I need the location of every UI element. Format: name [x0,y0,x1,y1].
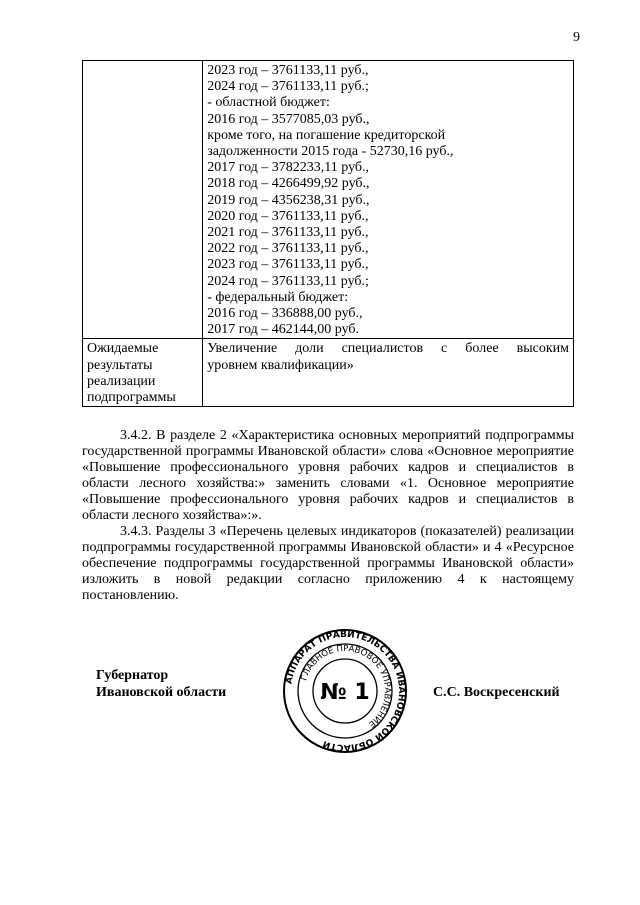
signatory-title-line: Ивановской области [96,685,227,700]
budget-line: 2024 год – 3761133,11 руб.; [207,79,369,95]
budget-line: 2020 год – 3761133,11 руб., [207,208,369,224]
budget-line: 2019 год – 4356238,31 руб., [207,192,370,208]
budget-line: 2023 год – 3761133,11 руб., [207,63,369,78]
budget-line: 2024 год – 3761133,11 руб.; [207,273,369,289]
results-label-line: Ожидаемые [87,341,159,357]
paragraph-3-4-2: 3.4.2. В разделе 2 «Характеристика основных мероприятий подпрограммы государственной программы Ивановской области» слова «Основное мероприятие «Повышение профессионального уровня рабочих кадров и специалистов в области лесного хозяйства:» заменить словами «1. Основное мероприятие «Повышение профессионального уровня рабочих кадров и специалистов в области лесного хозяйства»:». [82,428,574,523]
results-value-cell [203,339,574,407]
seal-inner-text: ГЛАВНОЕ ПРАВОВОЕ УПРАВЛЕНИЕ [299,643,393,729]
budget-line: 2021 год – 3761133,11 руб., [207,225,369,241]
results-value-line: уровнем квалификации» [207,357,354,373]
budget-line: 2017 год – 462144,00 руб. [207,322,360,338]
results-label-cell [83,339,203,407]
seal-number: № 1 [320,680,370,705]
signatory-title-line: Губернатор [96,668,169,683]
budget-values-cell [203,61,574,339]
budget-line: 2016 год – 3577085,03 руб., [207,111,370,127]
budget-line: - федеральный бюджет: [207,289,349,305]
signatory-title [96,667,226,701]
budget-label-cell [83,61,203,339]
budget-row [83,61,574,339]
page-number: 9 [573,30,580,45]
results-label-line: подпрограммы [87,390,176,406]
passport-table [82,60,574,407]
results-label-line: результаты [87,357,153,373]
budget-line: 2017 год – 3782233,11 руб., [207,160,370,176]
official-seal [282,628,408,754]
budget-line: задолженности 2015 года - 52730,16 руб., [207,144,454,160]
budget-line: 2023 год – 3761133,11 руб., [207,257,369,273]
budget-line: кроме того, на погашение кредиторской [207,127,446,143]
amendment-text [82,428,574,604]
results-label-line: реализации [87,373,156,389]
budget-line: 2018 год – 4266499,92 руб., [207,176,370,192]
budget-line: 2016 год – 336888,00 руб., [207,306,363,322]
paragraph-3-4-3: 3.4.3. Разделы 3 «Перечень целевых индикаторов (показателей) реализации подпрограммы государственной программы Ивановской области» и 4 «Ресурсное обеспечение подпрограммы государственной программы Ивановской области» изложить в новой редакции согласно приложению 4 к настоящему постановлению. [82,524,574,603]
budget-line: 2022 год – 3761133,11 руб., [207,241,369,257]
budget-line: - областной бюджет: [207,95,330,111]
signatory-name: С.С. Воскресенский [433,685,560,700]
results-row [83,339,574,407]
results-value-line: Увеличение доли специалистов с более высоким [207,341,569,357]
seal-outer-text: АППАРАТ ПРАВИТЕЛЬСТВА ИВАНОВСКОЙ ОБЛАСТИ [284,629,407,753]
